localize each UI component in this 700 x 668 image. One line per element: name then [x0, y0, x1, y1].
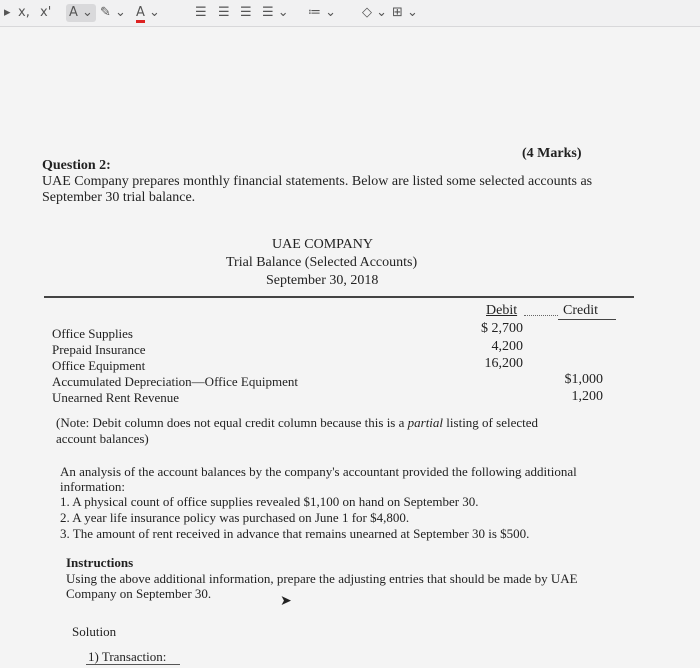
instructions-line2: Company on September 30. — [66, 586, 212, 601]
marks-label: (4 Marks) — [522, 146, 582, 161]
analysis-item-1: 1. A physical count of office supplies revealed $1,100 on hand on September 30. — [60, 494, 479, 509]
credit-unearned-rent: 1,200 — [571, 389, 603, 404]
debit-header: Debit — [486, 303, 518, 318]
formatting-toolbar — [0, 0, 700, 27]
analysis-intro-line2: information: — [60, 479, 125, 494]
document-page — [0, 27, 700, 668]
chevron-down-icon: ⌄ — [82, 5, 93, 20]
chevron-down-icon: ⌄ — [376, 5, 388, 20]
transaction-underline — [86, 664, 180, 665]
superscript-button[interactable]: x' — [40, 5, 52, 20]
instructions-heading: Instructions — [66, 555, 134, 570]
table-grid-icon[interactable]: ⊞ ⌄ — [392, 5, 418, 20]
analysis-item-3: 3. The amount of rent received in advance that remains unearned at September 30 is $500. — [60, 526, 530, 541]
question-text-line1: UAE Company prepares monthly financial statements. Below are listed some selected accounts as — [42, 174, 593, 189]
trial-balance-note-line1: (Note: Debit column does not equal credit column because this is a partial listing of selected — [56, 415, 538, 430]
credit-header-underline — [558, 319, 616, 320]
instructions-line1: Using the above additional information, prepare the adjusting entries that should be made by UAE — [66, 571, 578, 586]
chevron-down-icon: ⌄ — [407, 5, 418, 20]
highlighter-icon: ✎ — [100, 5, 111, 20]
chevron-down-icon: ⌄ — [277, 5, 289, 20]
list-icon[interactable]: ≔ ⌄ — [308, 5, 337, 20]
credit-header: Credit — [563, 303, 598, 318]
solution-heading: Solution — [72, 624, 117, 639]
analysis-intro-line1: An analysis of the account balances by the company's accountant provided the following additional — [60, 464, 577, 479]
highlight-button[interactable] — [100, 4, 126, 22]
account-office-equipment: Office Equipment — [52, 358, 146, 373]
company-name: UAE COMPANY — [272, 237, 374, 252]
subscript-button[interactable]: x, — [18, 5, 30, 20]
question-text-line2: September 30 trial balance. — [42, 190, 196, 205]
paint-bucket-icon[interactable]: ◇ ⌄ — [362, 5, 388, 20]
mouse-cursor-icon: ➤ — [280, 594, 292, 609]
analysis-item-2: 2. A year life insurance policy was purchased on June 1 for $4,800. — [60, 510, 410, 525]
account-accumulated-depreciation: Accumulated Depreciation—Office Equipment — [52, 374, 298, 389]
arrow-icon: ▸ — [4, 5, 11, 20]
trial-balance-title: Trial Balance (Selected Accounts) — [226, 255, 418, 270]
align-right-icon[interactable]: ☰ — [240, 5, 252, 20]
chevron-down-icon: ⌄ — [325, 5, 337, 20]
account-prepaid-insurance: Prepaid Insurance — [52, 342, 146, 357]
credit-accumulated-depreciation: $1,000 — [564, 372, 603, 387]
transaction-label: 1) Transaction: — [88, 649, 167, 664]
trial-balance-date: September 30, 2018 — [266, 273, 379, 288]
justify-icon[interactable]: ☰ ⌄ — [262, 5, 289, 20]
debit-office-supplies: $ 2,700 — [481, 321, 523, 336]
account-unearned-rent: Unearned Rent Revenue — [52, 390, 180, 405]
align-left-icon[interactable]: ☰ — [195, 5, 207, 20]
trial-balance-note-line2: account balances) — [56, 431, 149, 446]
chevron-down-icon: ⌄ — [149, 5, 160, 20]
debit-office-equipment: 16,200 — [484, 356, 523, 371]
text-color-button[interactable]: A ⌄ — [136, 4, 160, 22]
question-title: Question 2: — [42, 158, 111, 173]
header-dots — [524, 315, 558, 316]
account-office-supplies: Office Supplies — [52, 326, 133, 341]
font-color-button[interactable]: A ⌄ — [66, 4, 96, 22]
chevron-down-icon: ⌄ — [115, 5, 126, 20]
table-top-rule — [44, 296, 634, 298]
align-center-icon[interactable]: ☰ — [218, 5, 230, 20]
debit-prepaid-insurance: 4,200 — [491, 339, 523, 354]
